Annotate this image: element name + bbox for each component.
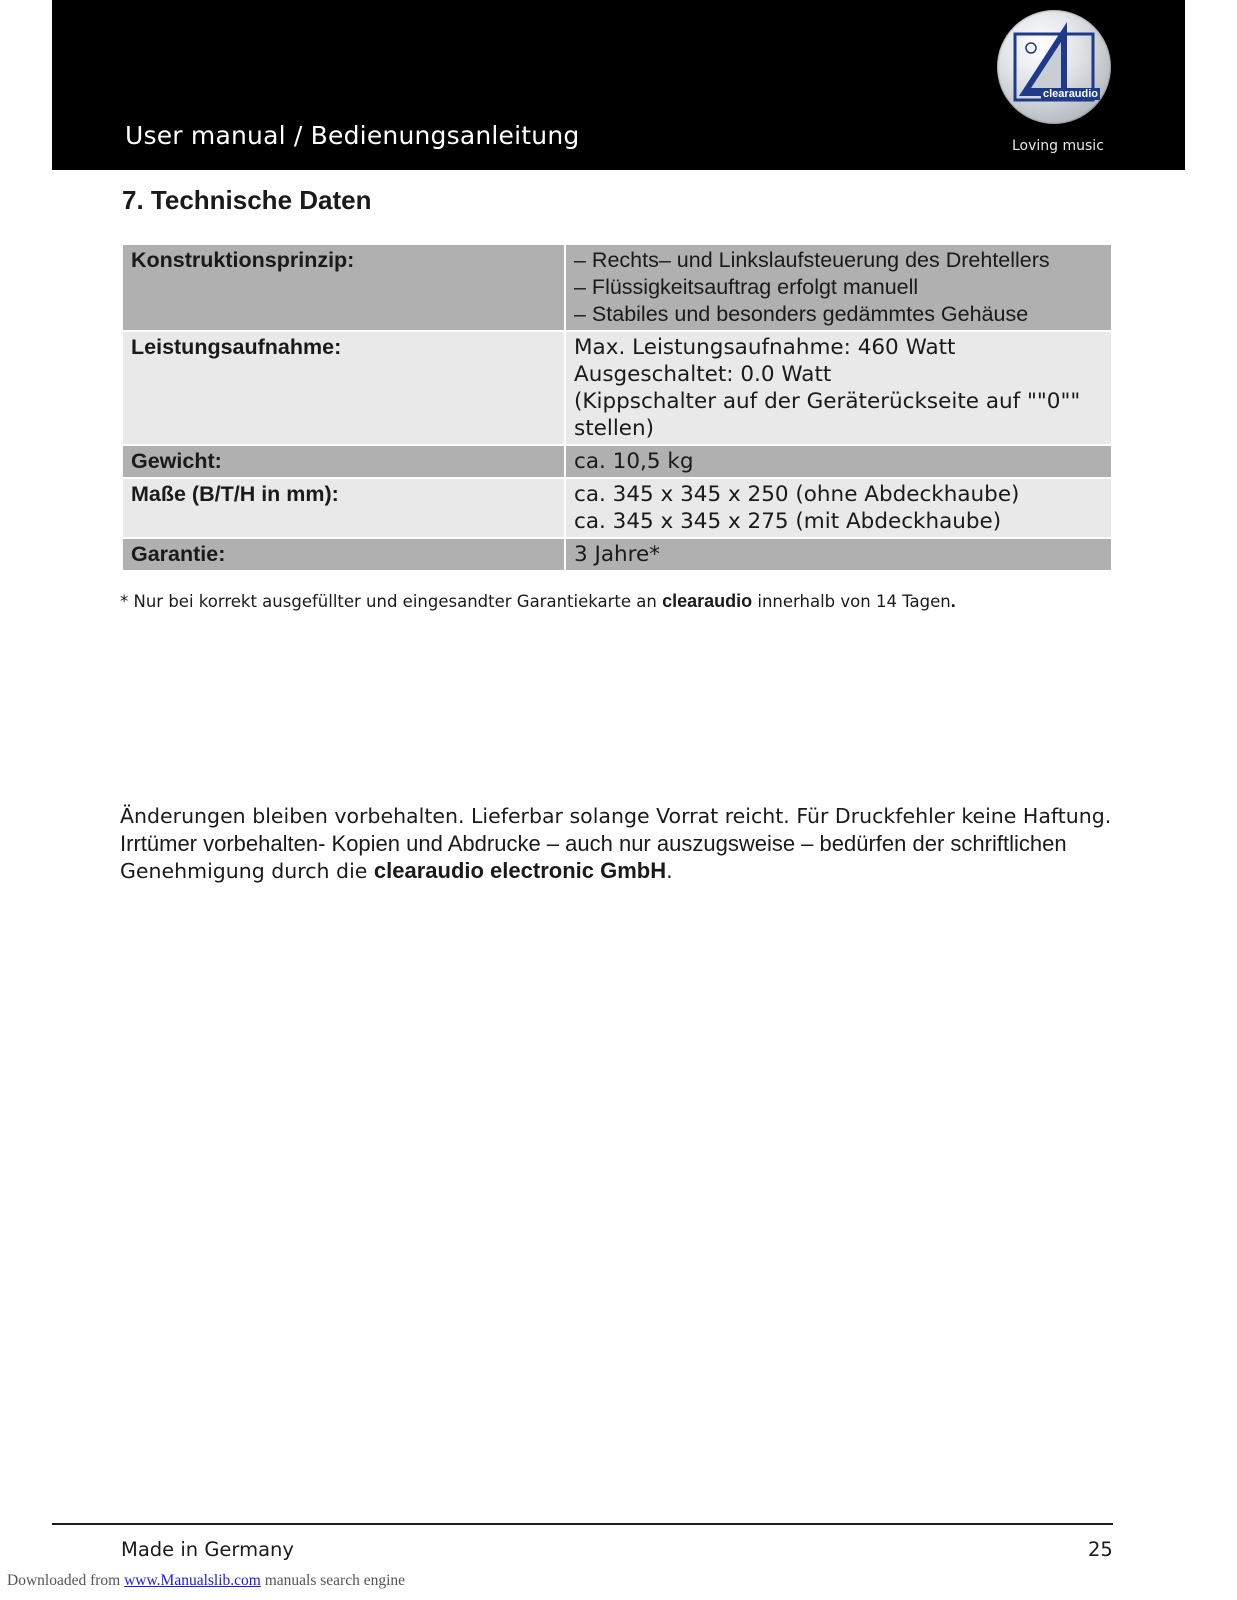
spec-value-line: (Kippschalter auf der Geräterückseite auf ""0"" bbox=[574, 389, 1081, 414]
spec-value bbox=[565, 478, 1112, 538]
brand-tagline: Loving music bbox=[1012, 138, 1104, 154]
download-source bbox=[7, 1572, 405, 1590]
spec-label: Maße (B/T/H in mm): bbox=[122, 478, 565, 538]
spec-value-line: ca. 10,5 kg bbox=[574, 449, 694, 474]
spec-label: Gewicht: bbox=[122, 445, 565, 478]
logo-triangle-icon bbox=[997, 10, 1111, 124]
logo-wordmark: clearaudio bbox=[1043, 88, 1099, 100]
manual-title: User manual / Bedienungsanleitung bbox=[125, 121, 580, 150]
spec-value-line: Ausgeschaltet: 0.0 Watt bbox=[574, 362, 832, 387]
table-row bbox=[122, 445, 1112, 478]
spec-value bbox=[565, 445, 1112, 478]
warranty-footnote bbox=[120, 591, 956, 612]
manualslib-link[interactable]: www.Manualslib.com bbox=[124, 1572, 261, 1589]
disclaimer-notice bbox=[120, 803, 1130, 885]
spec-value bbox=[565, 244, 1112, 331]
footer-divider bbox=[52, 1523, 1113, 1525]
footnote-text: * Nur bei korrekt ausgefüllter und eingesandter Garantiekarte an bbox=[120, 592, 663, 611]
clearaudio-logo bbox=[997, 10, 1111, 124]
notice-line: Irrtümer vorbehalten- Kopien und Abdrucke – auch nur auszugsweise – bedürfen der schriftlichen bbox=[120, 831, 1067, 856]
footnote-brand: clearaudio bbox=[662, 591, 753, 611]
page-number: 25 bbox=[1088, 1538, 1113, 1561]
footnote-period: . bbox=[950, 591, 956, 611]
notice-line: Änderungen bleiben vorbehalten. Lieferbar solange Vorrat reicht. Für Druckfehler keine Haftung. bbox=[120, 804, 1112, 828]
download-suffix: manuals search engine bbox=[260, 1572, 406, 1589]
notice-text: Genehmigung durch die bbox=[120, 859, 374, 883]
spec-value-line: Max. Leistungsaufnahme: 460 Watt bbox=[574, 335, 956, 360]
spec-value-line: stellen) bbox=[574, 416, 655, 441]
table-row bbox=[122, 538, 1112, 571]
spec-value-line: 3 Jahre* bbox=[574, 542, 660, 567]
company-name: clearaudio electronic GmbH bbox=[373, 858, 667, 883]
spec-value-line: – Rechts– und Linkslaufsteuerung des Drehtellers bbox=[574, 248, 1050, 272]
download-prefix: Downloaded from bbox=[7, 1572, 125, 1589]
spec-value-line: – Stabiles und besonders gedämmtes Gehäuse bbox=[574, 302, 1029, 326]
specs-table bbox=[121, 243, 1113, 572]
spec-value-line: ca. 345 x 345 x 275 (mit Abdeckhaube) bbox=[574, 509, 1002, 534]
spec-label: Garantie: bbox=[122, 538, 565, 571]
table-row bbox=[122, 478, 1112, 538]
notice-line-3 bbox=[120, 857, 1130, 885]
spec-label: Leistungsaufnahme: bbox=[122, 331, 565, 445]
spec-value-line: – Flüssigkeitsauftrag erfolgt manuell bbox=[574, 275, 919, 299]
made-in-label: Made in Germany bbox=[121, 1538, 294, 1561]
footnote-text-end: innerhalb von 14 Tagen bbox=[752, 592, 951, 611]
table-row bbox=[122, 331, 1112, 445]
spec-label: Konstruktionsprinzip: bbox=[122, 244, 565, 331]
notice-period: . bbox=[666, 859, 673, 883]
spec-value bbox=[565, 331, 1112, 445]
page-header bbox=[52, 0, 1185, 170]
section-title: 7. Technische Daten bbox=[122, 185, 372, 215]
spec-value-line: ca. 345 x 345 x 250 (ohne Abdeckhaube) bbox=[574, 482, 1020, 507]
spec-value bbox=[565, 538, 1112, 571]
table-row bbox=[122, 244, 1112, 331]
